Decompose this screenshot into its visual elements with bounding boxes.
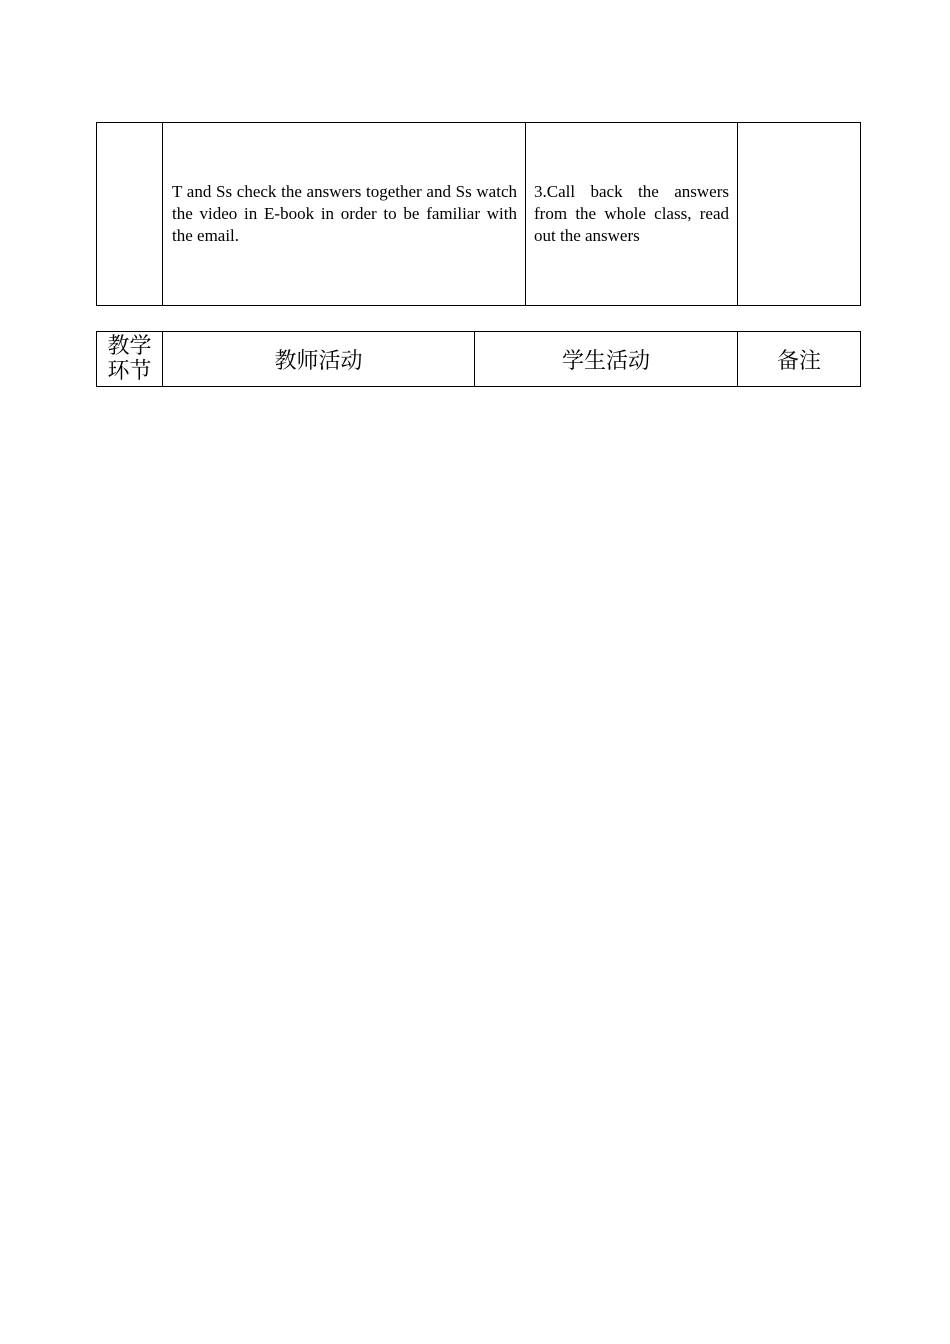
stage-cell — [97, 123, 163, 306]
header-teacher-activity: 教师活动 — [163, 332, 475, 387]
lesson-plan-continuation-table — [96, 122, 861, 306]
teacher-activity-cell — [163, 123, 526, 306]
header-student-activity: 学生活动 — [475, 332, 738, 387]
notes-cell — [738, 123, 861, 306]
header-notes: 备注 — [738, 332, 861, 387]
table-row — [97, 123, 861, 306]
teacher-activity-text: T and Ss check the answers together and Ss watch the video in E-book in order to be familiar with the email. — [172, 182, 517, 245]
table-header-row — [97, 332, 861, 387]
lesson-plan-header-table — [96, 331, 861, 387]
student-activity-text: 3.Call back the answers from the whole class, read out the answers — [534, 182, 729, 245]
student-activity-cell — [526, 123, 738, 306]
header-stage-label: 教学环节 — [107, 334, 152, 384]
header-stage — [97, 332, 163, 387]
